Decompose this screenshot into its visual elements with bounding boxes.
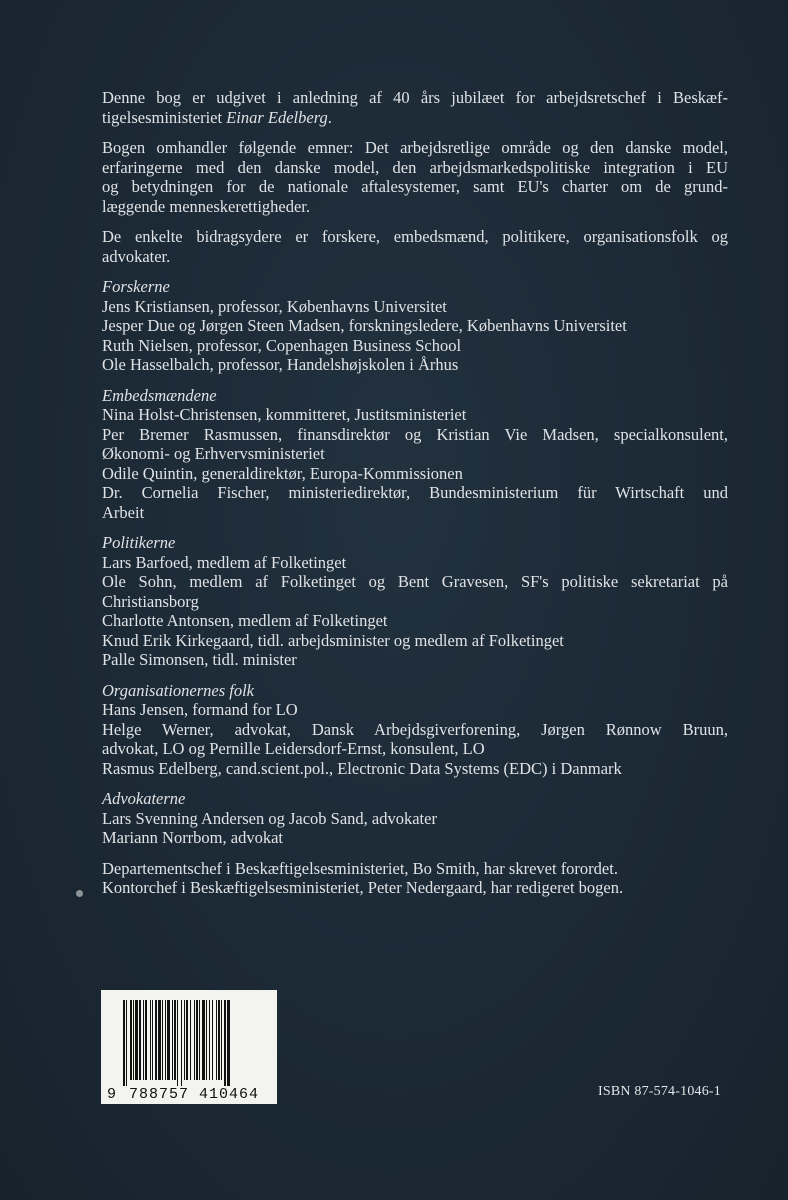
barcode-bar bbox=[224, 1000, 226, 1086]
barcode-bar bbox=[206, 1000, 207, 1080]
contributor-line: Hans Jensen, formand for LO bbox=[102, 700, 298, 719]
contributor-line: Odile Quintin, generaldirektør, Europa-Kommissionen bbox=[102, 463, 463, 483]
barcode-bar bbox=[172, 1000, 173, 1080]
barcode-bar bbox=[209, 1000, 210, 1080]
barcode-bar bbox=[150, 1000, 151, 1080]
barcode-bar bbox=[190, 1000, 191, 1080]
group-embedsmaendene bbox=[102, 386, 728, 523]
intro-paragraph-3 bbox=[102, 227, 728, 266]
intro-p2-line: Bogen omhandler følgende emner: Det arbejdsretlige område og den danske model, bbox=[102, 138, 728, 157]
barcode-bar bbox=[202, 1000, 205, 1080]
barcode-bar bbox=[133, 1000, 134, 1080]
closing-line: Kontorchef i Beskæftigelsesministeriet, Peter Nedergaard, har redigeret bogen. bbox=[102, 878, 624, 897]
barcode-bar bbox=[221, 1000, 222, 1080]
barcode-bar bbox=[162, 1000, 163, 1080]
barcode-digit-first: 9 bbox=[107, 1086, 117, 1103]
barcode-digits-right: 410464 bbox=[199, 1086, 260, 1103]
intro-p3-line: advokater. bbox=[102, 246, 171, 266]
closing-paragraph bbox=[102, 859, 728, 898]
barcode-bar bbox=[194, 1000, 195, 1080]
group-forskerne bbox=[102, 277, 728, 375]
group-politikerne bbox=[102, 533, 728, 670]
barcode-bar bbox=[184, 1000, 185, 1080]
contributor-line: Arbeit bbox=[102, 502, 145, 522]
barcode-bar bbox=[139, 1000, 141, 1080]
barcode-bar bbox=[216, 1000, 217, 1080]
back-cover-text bbox=[102, 88, 728, 909]
intro-p2-line: læggende menneskerettigheder. bbox=[102, 196, 311, 216]
closing-line: Departementschef i Beskæftigelsesministeriet, Bo Smith, har skrevet forordet. bbox=[102, 858, 618, 878]
intro-paragraph-2 bbox=[102, 138, 728, 216]
contributor-line: Charlotte Antonsen, medlem af Folketinget bbox=[102, 611, 388, 630]
barcode-bar bbox=[199, 1000, 200, 1080]
intro-paragraph-1 bbox=[102, 88, 728, 127]
contributor-line: Helge Werner, advokat, Dansk Arbejdsgiverforening, Jørgen Rønnow Bruun, bbox=[102, 719, 728, 739]
contributor-line: Mariann Norrbom, advokat bbox=[102, 828, 283, 847]
contributor-line: advokat, LO og Pernille Leidersdorf-Ernst, konsulent, LO bbox=[102, 739, 485, 758]
stain-dot bbox=[76, 890, 83, 897]
intro-p1-line1: Denne bog er udgivet i anledning af 40 års jubilæet for arbejdsretschef i Beskæf- bbox=[102, 88, 728, 107]
barcode-bar bbox=[167, 1000, 170, 1080]
barcode-bar bbox=[155, 1000, 157, 1080]
contributor-line: Ruth Nielsen, professor, Copenhagen Business School bbox=[102, 335, 462, 355]
barcode-bar bbox=[123, 1000, 125, 1086]
barcode-bar bbox=[177, 1000, 178, 1086]
intro-p1-line2-lead: tigelsesministeriet bbox=[102, 107, 227, 127]
intro-p2-line: erfaringerne med den danske model, den arbejdsmarkedspolitiske integration i EU bbox=[102, 157, 728, 177]
contributor-line: Nina Holst-Christensen, kommitteret, Justitsministeriet bbox=[102, 405, 467, 424]
barcode-digits-left: 788757 bbox=[129, 1086, 190, 1103]
barcode bbox=[101, 990, 277, 1104]
barcode-bar bbox=[181, 1000, 182, 1086]
isbn-number: ISBN 87-574-1046-1 bbox=[598, 1084, 721, 1099]
barcode-bar bbox=[158, 1000, 161, 1080]
contributor-line: Knud Erik Kirkegaard, tidl. arbejdsminister og medlem af Folketinget bbox=[102, 630, 564, 650]
group-heading: Forskerne bbox=[102, 277, 170, 296]
contributor-line: Ole Sohn, medlem af Folketinget og Bent Gravesen, SF's politiske sekretariat på bbox=[102, 572, 728, 591]
contributor-line: Christiansborg bbox=[102, 591, 199, 611]
contributor-line: Dr. Cornelia Fischer, ministeriedirektør, Bundesministerium für Wirtschaft und bbox=[102, 483, 728, 502]
contributor-line: Lars Barfoed, medlem af Folketinget bbox=[102, 552, 347, 572]
barcode-bar bbox=[212, 1000, 213, 1080]
group-heading: Advokaterne bbox=[102, 789, 186, 808]
barcode-graphic bbox=[101, 990, 277, 1104]
barcode-bar bbox=[186, 1000, 188, 1080]
contributor-line: Palle Simonsen, tidl. minister bbox=[102, 650, 297, 669]
intro-p3-line: De enkelte bidragsydere er forskere, embedsmænd, politikere, organisationsfolk og bbox=[102, 227, 728, 246]
barcode-bar bbox=[135, 1000, 138, 1080]
group-organisationernes-folk bbox=[102, 681, 728, 779]
intro-p2-line: og betydningen for de nationale aftalesystemer, samt EU's charter om de grund- bbox=[102, 177, 728, 196]
intro-p1-end: . bbox=[327, 107, 332, 127]
barcode-bar bbox=[126, 1000, 127, 1086]
intro-p1-line2 bbox=[102, 108, 728, 128]
group-advokaterne bbox=[102, 789, 728, 848]
contributor-line: Jesper Due og Jørgen Steen Madsen, forskningsledere, Københavns Universitet bbox=[102, 316, 627, 335]
contributor-line: Økonomi- og Erhvervsministeriet bbox=[102, 444, 325, 463]
barcode-bar bbox=[143, 1000, 144, 1080]
barcode-bar bbox=[227, 1000, 230, 1086]
contributor-line: Per Bremer Rasmussen, finansdirektør og Kristian Vie Madsen, specialkonsulent, bbox=[102, 424, 728, 444]
contributor-line: Lars Svenning Andersen og Jacob Sand, advokater bbox=[102, 808, 437, 828]
contributor-line: Rasmus Edelberg, cand.scient.pol., Electronic Data Systems (EDC) i Danmark bbox=[102, 758, 622, 778]
barcode-bar bbox=[152, 1000, 153, 1080]
barcode-bar bbox=[130, 1000, 132, 1080]
barcode-bar bbox=[165, 1000, 166, 1080]
barcode-bar bbox=[218, 1000, 220, 1080]
group-heading: Embedsmændene bbox=[102, 385, 217, 405]
group-heading: Politikerne bbox=[102, 533, 176, 552]
group-heading: Organisationernes folk bbox=[102, 680, 255, 700]
contributor-line: Ole Hasselbalch, professor, Handelshøjskolen i Århus bbox=[102, 355, 459, 374]
barcode-bar bbox=[196, 1000, 198, 1080]
barcode-bar bbox=[145, 1000, 147, 1080]
contributor-line: Jens Kristiansen, professor, Københavns Universitet bbox=[102, 296, 447, 316]
honoree-name: Einar Edelberg bbox=[226, 107, 328, 127]
barcode-bar bbox=[174, 1000, 176, 1080]
